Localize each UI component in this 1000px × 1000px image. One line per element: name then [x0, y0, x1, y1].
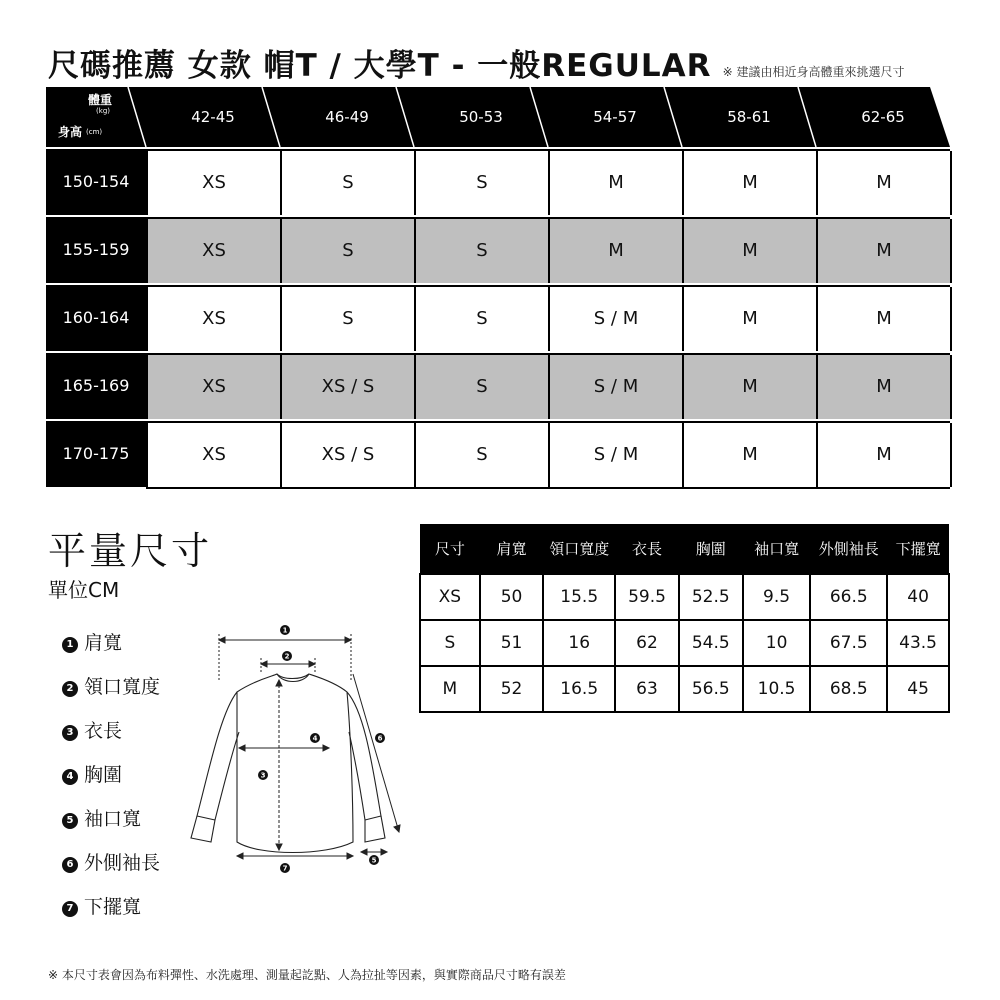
legend-label: 袖口寬 — [84, 808, 142, 830]
column-header: 胸圍 — [679, 524, 743, 574]
number-badge: 7 — [62, 901, 78, 917]
size-cell: M — [684, 287, 818, 351]
value-cell: 63 — [615, 666, 679, 712]
column-header: 衣長 — [615, 524, 679, 574]
table-header-row — [420, 524, 949, 574]
weight-col-6: 62-65 — [861, 108, 905, 126]
legend-item — [62, 892, 160, 936]
size-cell: S — [416, 423, 550, 487]
weight-col-2: 46-49 — [325, 108, 369, 126]
disclaimer-footer: ※ 本尺寸表會因為布料彈性、水洗處理、測量起訖點、人為拉扯等因素，與實際商品尺寸略有誤差 — [48, 968, 566, 982]
size-cell: XS / S — [282, 423, 416, 487]
value-cell: 45 — [887, 666, 949, 712]
marker-5: 5 — [371, 856, 377, 865]
size-cell: XS — [148, 355, 282, 419]
value-cell: 43.5 — [887, 620, 949, 666]
size-cell: M — [684, 355, 818, 419]
size-cell: M — [684, 151, 818, 215]
number-badge: 4 — [62, 769, 78, 785]
size-cell: S / M — [550, 287, 684, 351]
table-row — [46, 421, 950, 487]
legend-item — [62, 716, 160, 760]
measurement-legend — [62, 628, 160, 936]
size-cell: XS / S — [282, 355, 416, 419]
value-cell: 40 — [887, 574, 949, 620]
table-row — [46, 353, 950, 419]
number-badge: 3 — [62, 725, 78, 741]
legend-label: 胸圍 — [84, 764, 123, 786]
weight-unit: (kg) — [96, 107, 110, 115]
size-cell: XS — [420, 574, 480, 620]
legend-label: 下擺寬 — [84, 896, 142, 918]
size-cell: M — [684, 219, 818, 283]
weight-header-row — [46, 87, 950, 147]
section-title: 平量尺寸 — [48, 529, 213, 573]
size-cell: S — [416, 219, 550, 283]
height-cell: 160-164 — [46, 285, 146, 351]
number-badge: 5 — [62, 813, 78, 829]
column-header: 袖口寬 — [743, 524, 811, 574]
value-cell: 67.5 — [810, 620, 887, 666]
size-cell: M — [818, 219, 952, 283]
height-unit: (cm) — [86, 128, 103, 136]
height-cell: 155-159 — [46, 217, 146, 283]
size-cell: XS — [148, 219, 282, 283]
size-cell: M — [550, 219, 684, 283]
size-cell: S — [420, 620, 480, 666]
value-cell: 50 — [480, 574, 544, 620]
column-header: 領口寬度 — [543, 524, 615, 574]
value-cell: 10 — [743, 620, 811, 666]
column-header: 外側袖長 — [810, 524, 887, 574]
number-badge: 2 — [62, 681, 78, 697]
value-cell: 10.5 — [743, 666, 811, 712]
legend-item — [62, 804, 160, 848]
size-cell: S — [416, 355, 550, 419]
table-bottom-border — [146, 487, 950, 489]
legend-item — [62, 848, 160, 892]
value-cell: 16.5 — [543, 666, 615, 712]
size-cell: M — [818, 287, 952, 351]
column-header: 肩寬 — [480, 524, 544, 574]
height-cell: 165-169 — [46, 353, 146, 419]
number-badge: 1 — [62, 637, 78, 653]
legend-item — [62, 672, 160, 716]
table-row — [420, 666, 949, 712]
legend-label: 外側袖長 — [84, 852, 161, 874]
value-cell: 66.5 — [810, 574, 887, 620]
height-cell: 170-175 — [46, 421, 146, 487]
size-cell: XS — [148, 423, 282, 487]
column-header: 尺寸 — [420, 524, 480, 574]
size-cell: S — [282, 219, 416, 283]
value-cell: 62 — [615, 620, 679, 666]
size-cell: S — [282, 287, 416, 351]
legend-label: 肩寬 — [84, 632, 123, 654]
legend-item — [62, 628, 160, 672]
size-cell: S — [282, 151, 416, 215]
value-cell: 15.5 — [543, 574, 615, 620]
column-header: 下擺寬 — [887, 524, 949, 574]
value-cell: 54.5 — [679, 620, 743, 666]
weight-label: 體重 — [87, 93, 112, 107]
table-row — [46, 285, 950, 351]
size-cell: S / M — [550, 355, 684, 419]
value-cell: 52 — [480, 666, 544, 712]
value-cell: 9.5 — [743, 574, 811, 620]
value-cell: 52.5 — [679, 574, 743, 620]
weight-col-1: 42-45 — [191, 108, 235, 126]
weight-col-4: 54-57 — [593, 108, 637, 126]
marker-7: 7 — [282, 864, 288, 873]
legend-label: 領口寬度 — [84, 676, 161, 698]
chart-title: 尺碼推薦 女款 帽T / 大學T - 一般REGULAR — [48, 48, 712, 84]
size-cell: M — [818, 423, 952, 487]
table-row — [420, 574, 949, 620]
marker-2: 2 — [284, 652, 290, 661]
value-cell: 51 — [480, 620, 544, 666]
size-cell: XS — [148, 287, 282, 351]
size-cell: S — [416, 151, 550, 215]
height-label: 身高 — [58, 125, 83, 139]
size-cell: M — [818, 355, 952, 419]
marker-4: 4 — [312, 734, 318, 743]
title-note: ※ 建議由相近身高體重來挑選尺寸 — [722, 65, 905, 79]
page-title — [48, 40, 904, 84]
corner-cell — [46, 87, 146, 147]
table-row — [46, 217, 950, 283]
weight-col-5: 58-61 — [727, 108, 771, 126]
size-cell: M — [818, 151, 952, 215]
number-badge: 6 — [62, 857, 78, 873]
table-row — [46, 149, 950, 215]
size-cell: M — [684, 423, 818, 487]
value-cell: 56.5 — [679, 666, 743, 712]
size-recommendation-table — [46, 87, 950, 489]
unit-label: 單位CM — [48, 578, 120, 602]
marker-6: 6 — [377, 734, 383, 743]
size-cell: M — [550, 151, 684, 215]
value-cell: 16 — [543, 620, 615, 666]
value-cell: 59.5 — [615, 574, 679, 620]
size-cell: XS — [148, 151, 282, 215]
size-cell: S — [416, 287, 550, 351]
weight-col-3: 50-53 — [459, 108, 503, 126]
marker-3: 3 — [260, 771, 266, 780]
marker-1: 1 — [282, 626, 288, 635]
sweatshirt-diagram-icon — [175, 620, 415, 880]
value-cell: 68.5 — [810, 666, 887, 712]
size-cell: S / M — [550, 423, 684, 487]
legend-label: 衣長 — [84, 720, 123, 742]
size-cell: M — [420, 666, 480, 712]
table-row — [420, 620, 949, 666]
measurement-table — [419, 524, 950, 713]
legend-item — [62, 760, 160, 804]
height-cell: 150-154 — [46, 149, 146, 215]
